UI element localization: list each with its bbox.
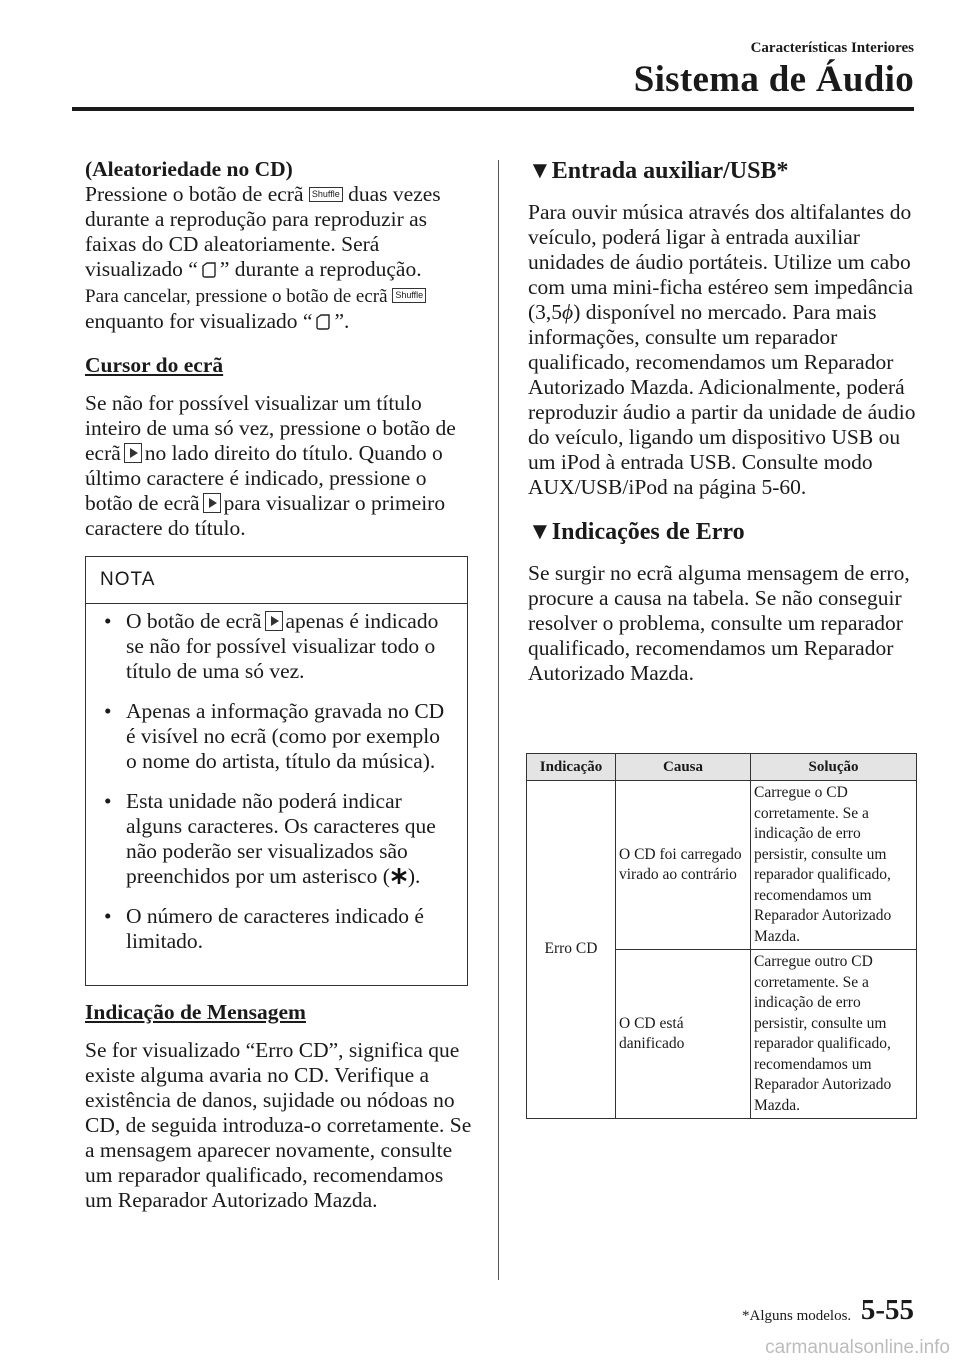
note-item: • O botão de ecrã apenas é indicado se não for possível visualizar todo o título de uma só vez.	[100, 609, 456, 684]
scroll-right-icon	[203, 493, 221, 513]
page-title: Sistema de Áudio	[633, 59, 914, 100]
scroll-right-icon	[265, 611, 283, 631]
shuffle-heading: (Aleatoriedade no CD)	[85, 157, 293, 181]
header-section: Características Interiores	[750, 40, 914, 56]
table-cell-solution: Carregue o CD corretamente. Se a indicação de erro persistir, consulte um reparador qualificado, recomendamos um Reparador Autorizado Mazda.	[751, 781, 917, 950]
table-cell-cause: O CD está danificado	[616, 950, 751, 1119]
error-table	[526, 753, 917, 1119]
table-header: Causa	[616, 754, 751, 781]
right-column	[528, 157, 920, 686]
note-item: • Apenas a informação gravada no CD é visível no ecrã (como por exemplo o nome do artista, título da música).	[100, 699, 456, 774]
error-heading: ▼Indicações de Erro	[528, 519, 745, 545]
shuffle-button-icon: Shuffle	[392, 288, 426, 303]
note-title: NOTA	[100, 569, 156, 590]
disc-shuffle-icon	[200, 262, 218, 278]
disc-shuffle-icon	[314, 314, 332, 330]
footnote: *Alguns modelos.	[742, 1308, 852, 1324]
note-item: • Esta unidade não poderá indicar alguns caracteres. Os caracteres que não poderão ser visualizados são preenchidos por um asterisco ( ).	[100, 789, 456, 889]
asterisk-icon	[390, 867, 408, 885]
error-paragraph: Se surgir no ecrã alguma mensagem de erro, procure a causa na tabela. Se não conseguir resolver o problema, consulte um reparador qualificado, recomendamos um Reparador Autorizado Mazda.	[528, 561, 910, 685]
page-number: 5-55	[860, 1294, 914, 1326]
column-divider	[498, 160, 499, 1280]
shuffle-paragraph: Pressione o botão de ecrã Shuffle duas vezes durante a reprodução para reproduzir as faixas do CD aleatoriamente. Será visualizado “ ” durante a reprodução.	[85, 182, 441, 281]
table-header-row	[527, 754, 917, 781]
message-section	[85, 1000, 475, 1213]
shuffle-button-icon: Shuffle	[309, 187, 343, 202]
note-box	[85, 556, 468, 986]
shuffle-cancel-paragraph: Para cancelar, pressione o botão de ecrã Shuffle enquanto for visualizado “ ”.	[85, 284, 475, 335]
table-header: Indicação	[527, 754, 616, 781]
table-row	[527, 781, 917, 950]
watermark: carmanualsonline.info	[765, 1337, 950, 1358]
table-cell-solution: Carregue outro CD corretamente. Se a indicação de erro persistir, consulte um reparador qualificado, recomendamos um Reparador Autorizado Mazda.	[751, 950, 917, 1119]
cursor-paragraph: Se não for possível visualizar um título inteiro de uma só vez, pressione o botão de ecrã no lado direito do título. Quando o último caractere é indicado, pressione o botão de ecrã para visualizar o primeiro caractere do título.	[85, 391, 456, 540]
scroll-right-icon	[124, 443, 142, 463]
note-item: • O número de caracteres indicado é limitado.	[100, 904, 456, 954]
message-heading: Indicação de Mensagem	[85, 1000, 306, 1024]
left-column	[85, 157, 475, 541]
aux-heading: ▼Entrada auxiliar/USB*	[528, 158, 789, 184]
table-cell-indication: Erro CD	[527, 781, 616, 1119]
message-paragraph: Se for visualizado “Erro CD”, significa que existe alguma avaria no CD. Verifique a existência de danos, sujidade ou nódoas no CD, de seguida introduza-o corretamente. Se a mensagem aparecer novamente, consulte um reparador qualificado, recomendamos um Reparador Autorizado Mazda.	[85, 1038, 472, 1212]
table-cell-cause: O CD foi carregado virado ao contrário	[616, 781, 751, 950]
header-rule	[72, 107, 914, 111]
table-header: Solução	[751, 754, 917, 781]
cursor-heading: Cursor do ecrã	[85, 353, 224, 377]
aux-paragraph: Para ouvir música através dos altifalantes do veículo, poderá ligar à entrada auxiliar unidades de áudio portáteis. Utilize um cabo com uma mini-ficha estéreo sem impedância (3,5ϕ) disponível no mercado. Para mais informações, consulte um reparador qualificado, recomendamos um Reparador Autorizado Mazda. Adicionalmente, poderá reproduzir áudio a partir da unidade de áudio do veículo, ligando um dispositivo USB ou um iPod à entrada USB. Consulte modo AUX/USB/iPod na página 5-60.	[528, 200, 916, 499]
